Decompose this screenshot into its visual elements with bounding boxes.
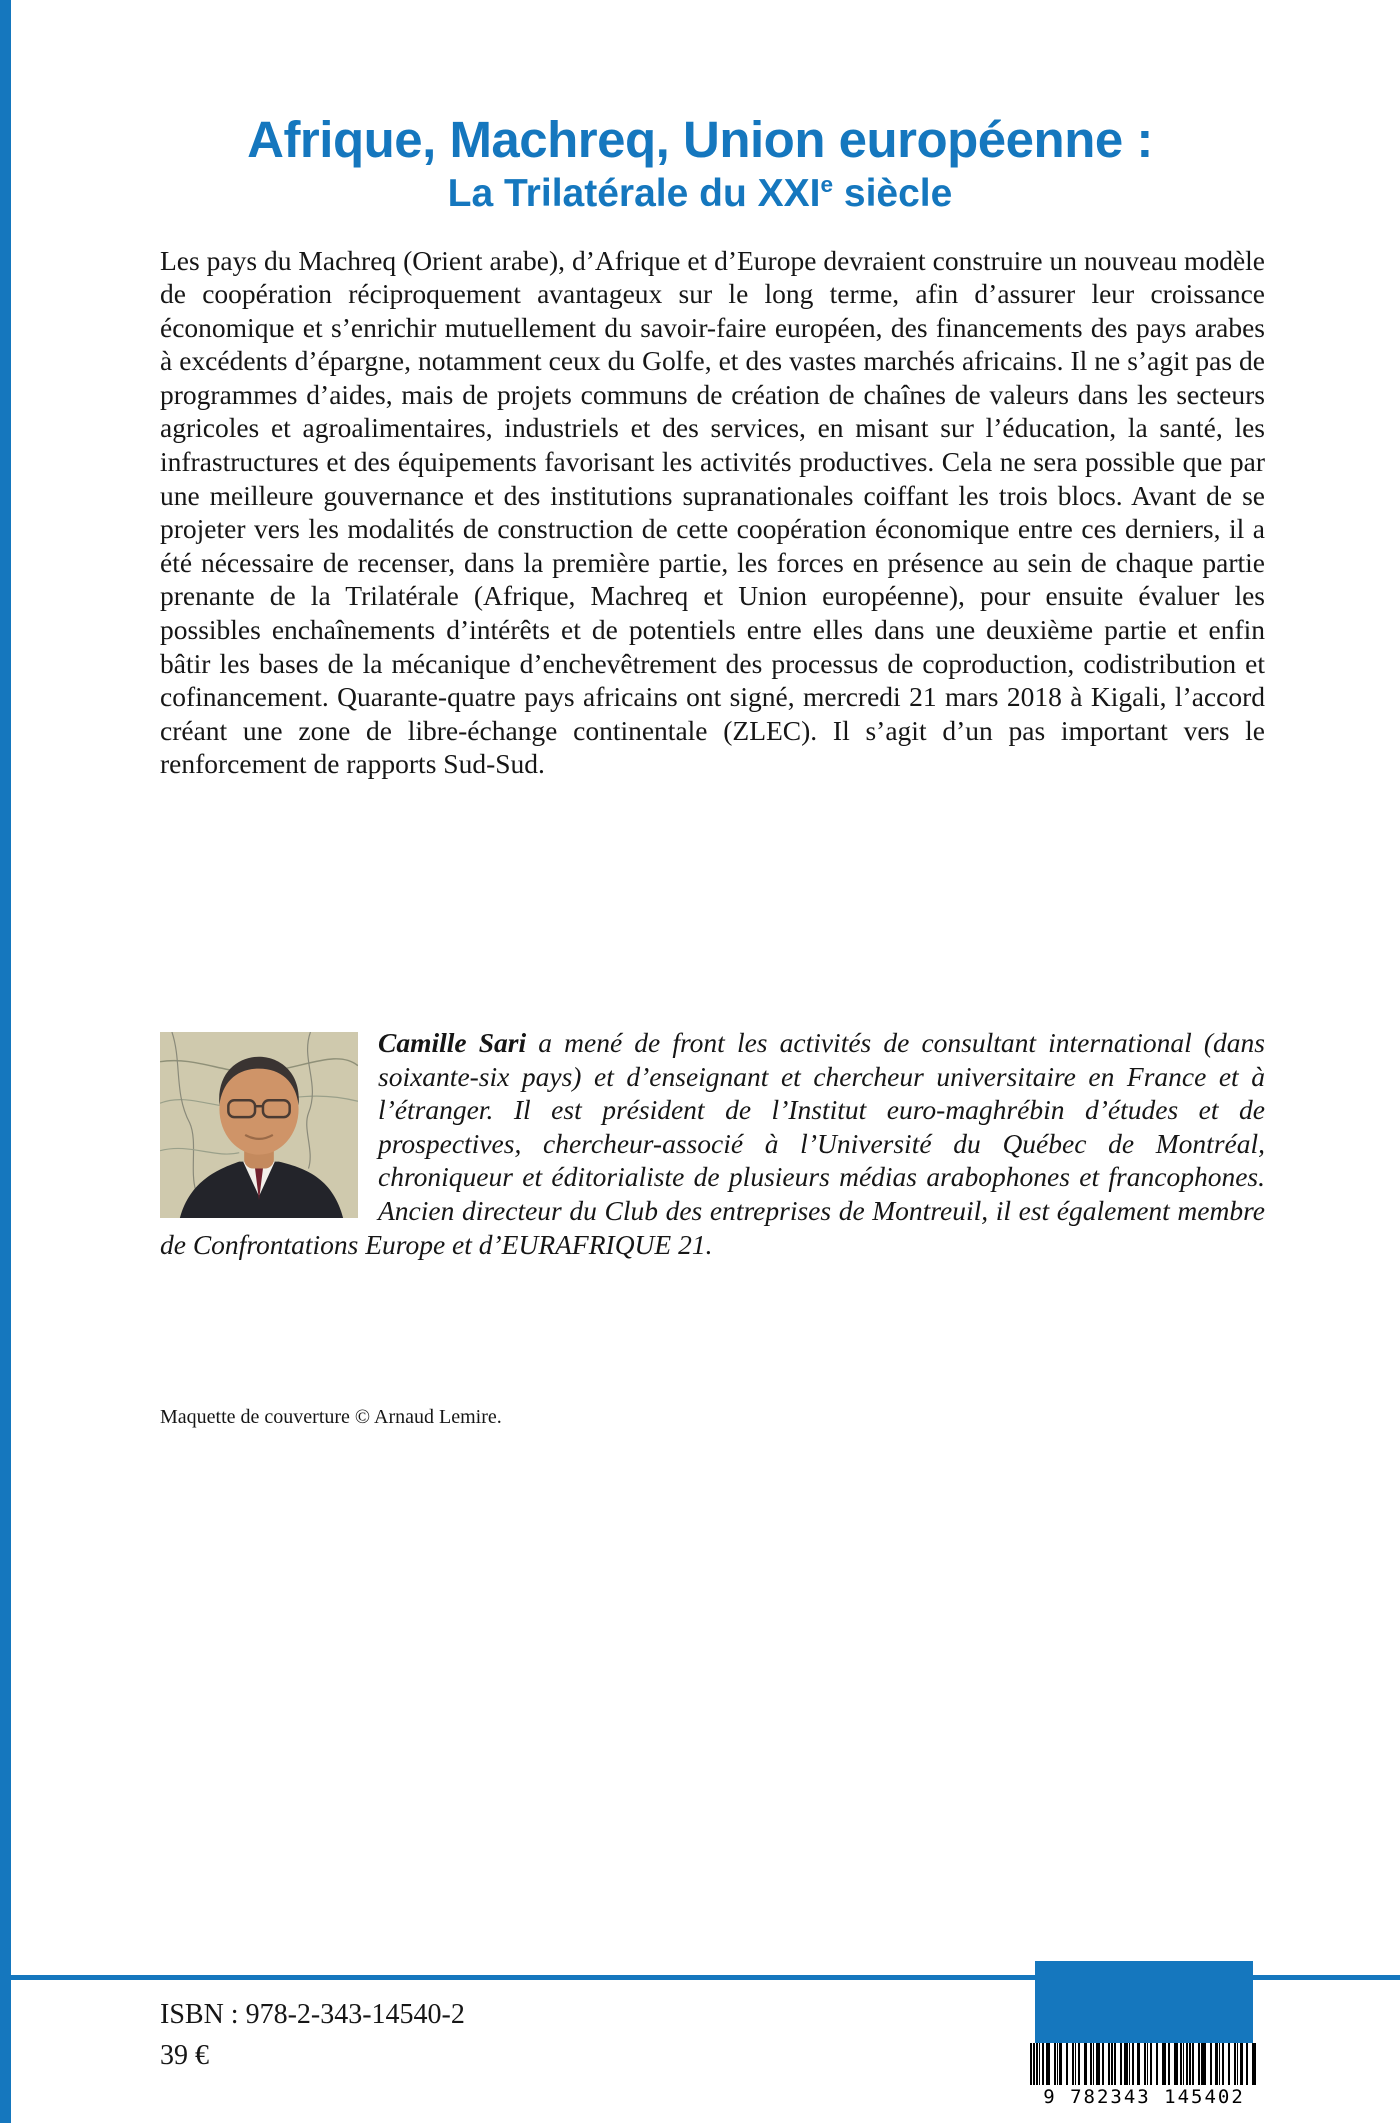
barcode-bars [1030, 2043, 1258, 2085]
isbn-text: ISBN : 978-2-343-14540-2 [160, 1999, 465, 2030]
subtitle-prefix: La Trilatérale du XXI [447, 172, 821, 216]
cover-credit: Maquette de couverture © Arnaud Lemire. [160, 1406, 502, 1428]
accent-block [1035, 1961, 1253, 2043]
portrait-illustration [160, 1032, 358, 1218]
subtitle-superscript: e [820, 172, 834, 198]
subtitle-suffix: siècle [833, 172, 953, 216]
barcode [1030, 2043, 1258, 2108]
spine-strip [0, 0, 11, 2123]
author-bio [160, 1026, 1265, 1261]
book-title: Afrique, Machreq, Union européenne : [247, 111, 1153, 169]
author-name: Camille Sari [378, 1027, 527, 1058]
price-text: 39 € [160, 2040, 209, 2071]
bio-text: a mené de front les activités de consultant international (dans soixante-six pays) et d’enseignant et chercheur universitaire en France et à l’étranger. Il est président de l’Institut euro-maghrébin d’études et de prospectives, chercheur-associé à l’Université du Québec de Montréal, chroniqueur et éditorialiste de plusieurs médias arabophones et francophones. Ancien directeur du Club des entreprises de Montreuil, il est également membre de Confrontations Europe et d’EURAFRIQUE 21. [160, 1027, 1265, 1260]
author-photo [160, 1032, 358, 1218]
summary-paragraph: Les pays du Machreq (Orient arabe), d’Afrique et d’Europe devraient construire un nouveau modèle de coopération réciproquement avantageux sur le long terme, afin d’assurer leur croissance économique et s’enrichir mutuellement du savoir-faire européen, des financements des pays arabes à excédents d’épargne, notamment ceux du Golfe, et des vastes marchés africains. Il ne s’agit pas de programmes d’aides, mais de projets communs de création de chaînes de valeurs dans les secteurs agricoles et agroalimentaires, industriels et des services, en misant sur l’éducation, la santé, les infrastructures et des équipements favorisant les activités productives. Cela ne sera possible que par une meilleure gouvernance et des institutions supranationales coiffant les trois blocs. Avant de se projeter vers les modalités de construction de cette coopération économique entre ces derniers, il a été nécessaire de recenser, dans la première partie, les forces en présence au sein de chaque partie prenante de la Trilatérale (Afrique, Machreq et Union européenne), pour ensuite évaluer les possibles enchaînements d’intérêts et de potentiels entre elles dans une deuxième partie et enfin bâtir les bases de la mécanique d’enchevêtrement des processus de coproduction, codistribution et cofinancement. Quarante-quatre pays africains ont signé, mercredi 21 mars 2018 à Kigali, l’accord créant une zone de libre-échange continentale (ZLEC). Il s’agit d’un pas important vers le renforcement de rapports Sud-Sud. [160, 244, 1265, 780]
book-subtitle [70, 172, 1330, 216]
barcode-digits: 9 782343 145402 [1043, 2086, 1245, 2108]
